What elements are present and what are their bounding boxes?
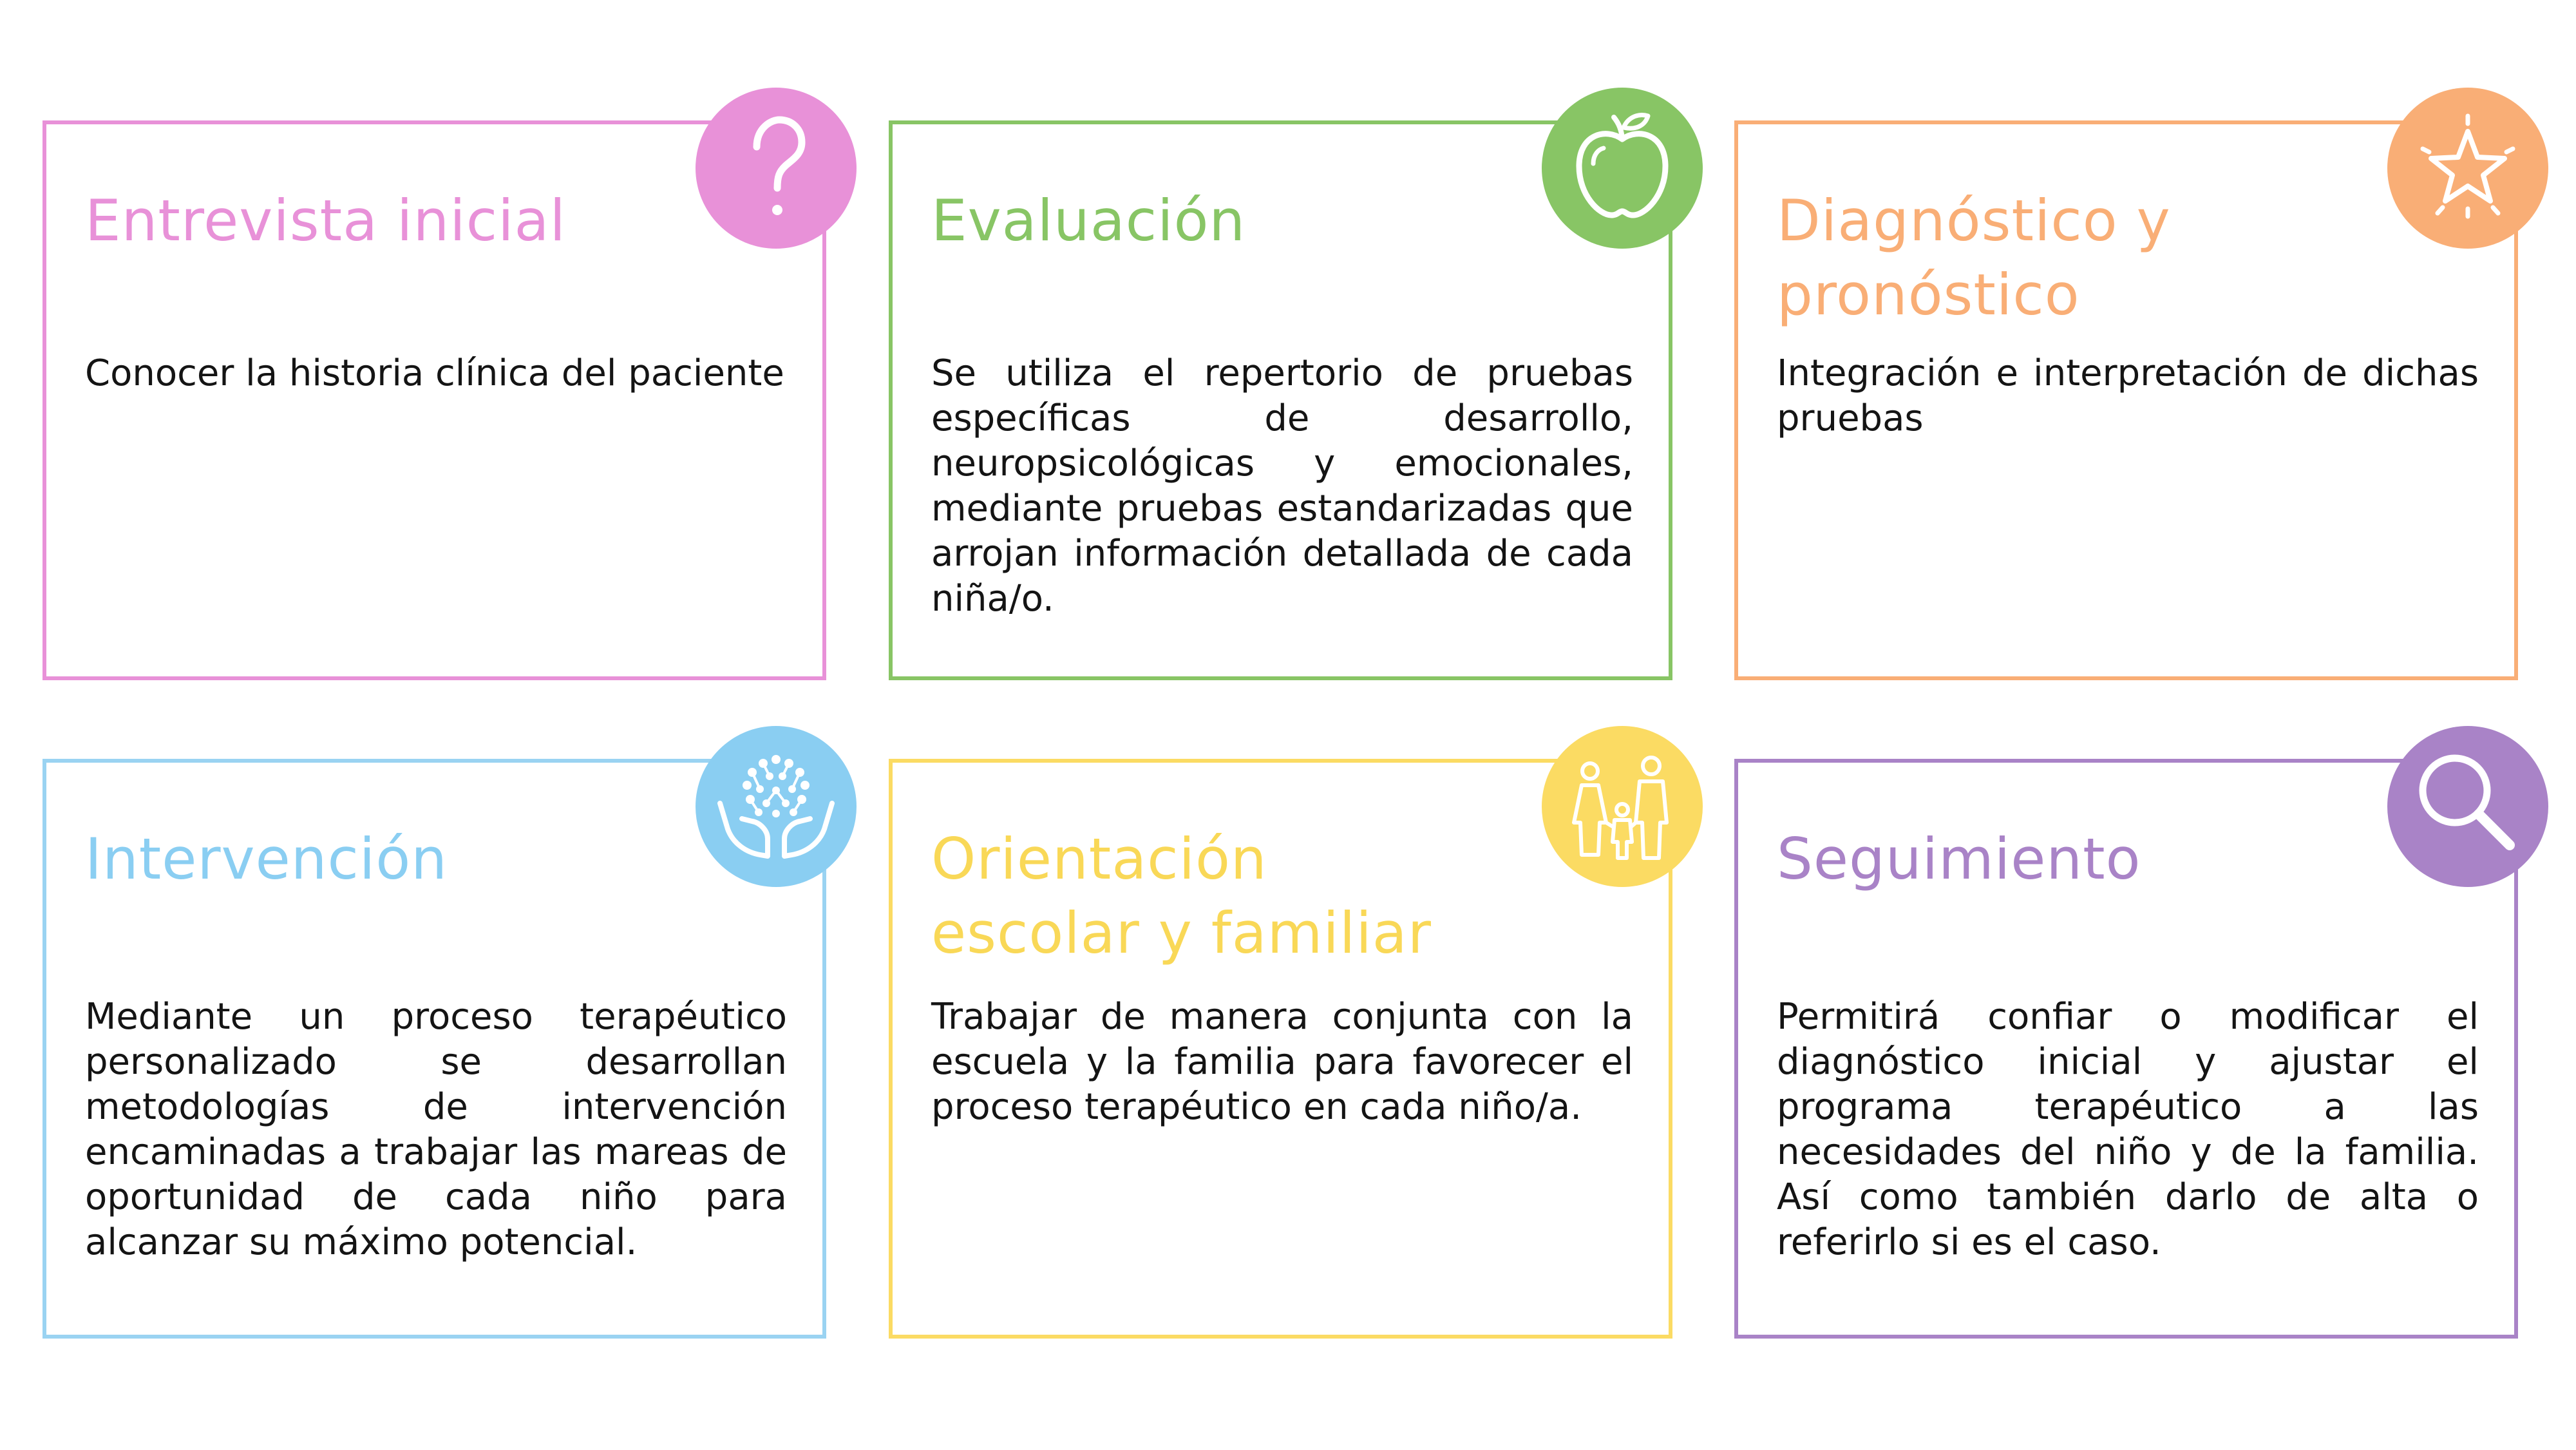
family-icon <box>1542 726 1703 887</box>
card-title: Entrevista inicial <box>85 187 566 254</box>
card-title: Intervención <box>85 826 448 892</box>
card-description: Permitirá confiar o modificar el diagnóstico inicial y ajustar el programa terapéutico a las necesidades del niño y de la familia. Así como también darlo de alta o referirlo si es el caso. <box>1777 996 2479 1263</box>
card-title: Diagnóstico y pronóstico <box>1777 187 2171 328</box>
card-description: Conocer la historia clínica del paciente <box>85 352 784 394</box>
card-description: Mediante un proceso terapéutico personalizado se desarrollan metodologías de intervención encaminadas a trabajar las mareas de oportunidad de cada niño para alcanzar su máximo potencial. <box>85 996 787 1263</box>
card-title: Evaluación <box>931 187 1246 254</box>
question-mark-icon <box>696 88 857 249</box>
card-title: Orientación escolar y familiar <box>931 826 1432 966</box>
apple-icon <box>1542 88 1703 249</box>
hands-brain-icon <box>696 726 857 887</box>
card-description: Se utiliza el repertorio de pruebas específicas de desarrollo, neuropsicológicas y emocionales, mediante pruebas estandarizadas que arrojan información detallada de cada niña/o. <box>931 352 1633 620</box>
card-title: Seguimiento <box>1777 826 2141 892</box>
card-description: Integración e interpretación de dichas pruebas <box>1777 352 2479 439</box>
star-icon <box>2387 88 2548 249</box>
magnifier-icon <box>2387 726 2548 887</box>
card-description: Trabajar de manera conjunta con la escuela y la familia para favorecer el proceso terapéutico en cada niño/a. <box>931 996 1633 1128</box>
